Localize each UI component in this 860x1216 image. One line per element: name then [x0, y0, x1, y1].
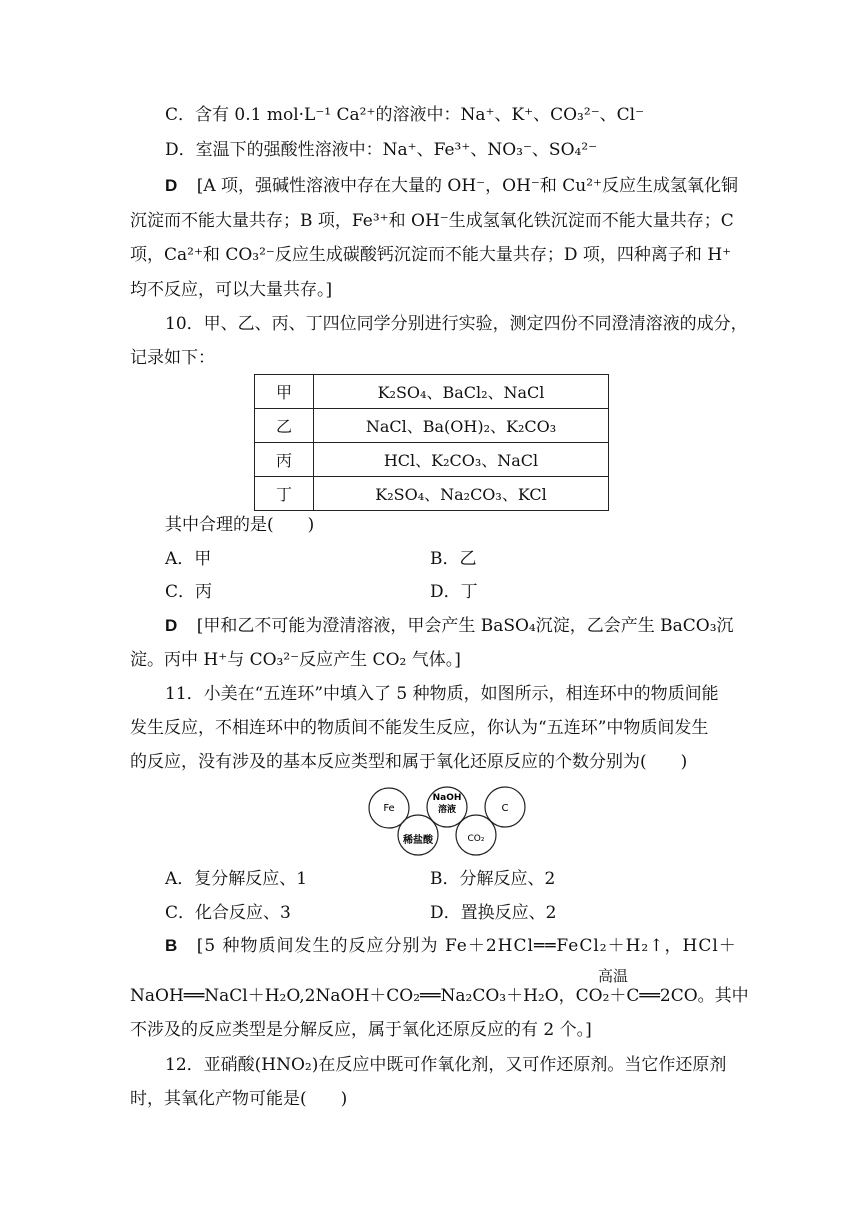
student-name: 乙 [255, 409, 314, 443]
q10-option-b: B．乙 [430, 549, 477, 569]
q10-table [254, 374, 609, 511]
ring-co2-label: CO₂ [467, 834, 485, 844]
q10-answer-letter: D [165, 616, 178, 635]
q9-answer-letter: D [165, 176, 178, 195]
q10-option-d: D．丁 [430, 582, 478, 602]
solution-components: NaCl、Ba(OH)₂、K₂CO₃ [314, 409, 609, 443]
q9-answer-line4: 均不反应，可以大量共存。] [130, 280, 333, 300]
q9-option-d: D．室温下的强酸性溶液中：Na⁺、Fe³⁺、NO₃⁻、SO₄²⁻ [165, 140, 598, 160]
q10-question: 其中合理的是( ) [165, 515, 315, 535]
q10-stem-line1: 10．甲、乙、丙、丁四位同学分别进行实验，测定四份不同澄清溶液的成分， [165, 314, 748, 334]
solution-components: HCl、K₂CO₃、NaCl [314, 443, 609, 477]
ring-fe-label: Fe [383, 803, 395, 814]
reaction-condition: 高温 [598, 967, 629, 985]
q9-answer-line1 [165, 174, 738, 198]
solution-components: K₂SO₄、Na₂CO₃、KCl [314, 477, 609, 511]
q11-option-c: C．化合反应、3 [165, 903, 291, 923]
q11-answer-letter: B [165, 936, 178, 955]
q11-stem-line1: 11．小美在“五连环”中填入了 5 种物质，如图所示，相连环中的物质间能 [165, 684, 719, 704]
q11-option-a: A．复分解反应、1 [165, 869, 308, 889]
q10-answer-line2: 淀。丙中 H⁺与 CO₃²⁻反应产生 CO₂ 气体。] [130, 650, 461, 670]
q9-answer-line3: 项，Ca²⁺和 CO₃²⁻反应生成碳酸钙沉淀而不能大量共存；D 项，四种离子和 H⁺ [130, 245, 732, 265]
q12-stem-line2: 时，其氧化产物可能是( ) [130, 1089, 348, 1109]
student-name: 丁 [255, 477, 314, 511]
table-row [255, 375, 609, 409]
q10-option-a: A．甲 [165, 549, 212, 569]
q10-stem-line2: 记录如下： [130, 348, 215, 368]
ring-naoh-label: NaOH [432, 793, 462, 803]
q9-answer-text: [A 项，强碱性溶液中存在大量的 OH⁻，OH⁻和 Cu²⁺反应生成氢氧化铜 [196, 176, 739, 196]
q11-option-d: D．置换反应、2 [430, 903, 557, 923]
q9-option-c: C．含有 0.1 mol·L⁻¹ Ca²⁺的溶液中：Na⁺、K⁺、CO₃²⁻、Cl⁻ [165, 105, 645, 125]
table-row [255, 443, 609, 477]
table-row [255, 409, 609, 443]
q11-option-b: B．分解反应、2 [430, 869, 556, 889]
q11-stem-line2: 发生反应，不相连环中的物质间不能发生反应，你认为“五连环”中物质间发生 [130, 718, 709, 738]
student-name: 丙 [255, 443, 314, 477]
q12-stem-line1: 12．亚硝酸(HNO₂)在反应中既可作氧化剂，又可作还原剂。当它作还原剂 [165, 1055, 727, 1075]
q11-answer-line3: 不涉及的反应类型是分解反应，属于氧化还原反应的有 2 个。] [130, 1020, 592, 1040]
q11-answer-line1 [165, 934, 737, 958]
q11-stem-line3: 的反应，没有涉及的基本反应类型和属于氧化还原反应的个数分别为( ) [130, 752, 688, 772]
solution-components: K₂SO₄、BaCl₂、NaCl [314, 375, 609, 409]
q10-answer-text: [甲和乙不可能为澄清溶液，甲会产生 BaSO₄沉淀，乙会产生 BaCO₃沉 [196, 616, 734, 636]
ring-hcl-label: 稀盐酸 [403, 835, 433, 846]
q9-answer-line2: 沉淀而不能大量共存；B 项，Fe³⁺和 OH⁻生成氢氧化铁沉淀而不能大量共存；C [130, 211, 734, 231]
q11-answer-line2: NaOH══NaCl＋H₂O,2NaOH＋CO₂══Na₂CO₃＋H₂O，CO₂＋C══2CO。其中 [130, 986, 749, 1006]
five-rings-diagram [360, 785, 530, 860]
table-row [255, 477, 609, 511]
ring-c-label: C [501, 803, 509, 814]
ring-naoh-label2: 溶液 [437, 805, 457, 815]
q10-option-c: C．丙 [165, 582, 213, 602]
q11-answer-text: [5 种物质间发生的反应分别为 Fe＋2HCl══FeCl₂＋H₂↑，HCl＋ [196, 936, 737, 956]
student-name: 甲 [255, 375, 314, 409]
q10-answer-line1 [165, 614, 734, 638]
